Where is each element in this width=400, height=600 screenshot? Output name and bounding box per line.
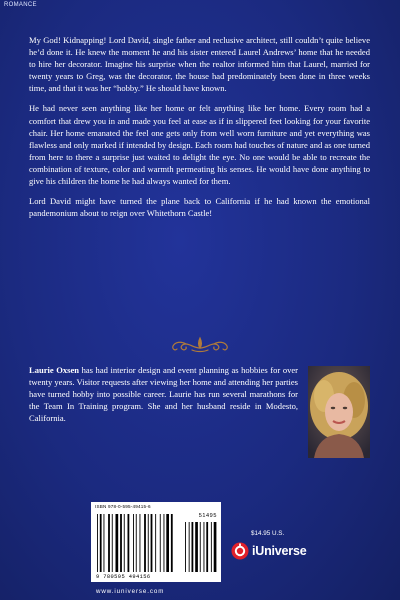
blurb-paragraph: My God! Kidnapping! Lord David, single father and reclusive architect, still couldn’t quite believe he’d done it. He knew the moment he and his sister entered Laurel Andrews’ home that he needed to hire her decorator. Imagine his surprise when the realtor informed him that Laurel, married for twenty years to Greg, was the decorator, the house had predominately been done in three weeks time, and that it was her “hobby.” He should have known. xyxy=(29,35,370,94)
author-photo xyxy=(308,366,370,458)
isbn-barcode xyxy=(91,502,221,582)
barcode-digits: 9 780595 494156 xyxy=(96,574,151,580)
iuniverse-logo-icon xyxy=(231,542,249,560)
decorative-ornament-icon xyxy=(170,336,230,354)
blurb-paragraph: Lord David might have turned the plane back to California if he had known the emotional pandemonium about to reign over Whitethorn Castle! xyxy=(29,196,370,219)
blurb-paragraph: He had never seen anything like her home or felt anything like her home. Every room had a comfort that drew you in and made you feel at ease as if in slippered feet looking for your favorite chair. Her home emanated the feel one gets only from well worn furniture and yet everything was flawless and only marked if intended by design. Each room had touches of nature and as one turned from here to there a surprise just waited to delight the eye. No one would be able to recreate the combination of texture, color and warmth permeating his senses. He would have done anything to give his children the home he had always wanted for them. xyxy=(29,103,370,187)
author-bio-text: has had interior design and event planning as hobbies for over twenty years. Visitor requests after viewing her home and attending her parties have turned hobby into possible career. Laurie has run several marathons for the Team In Training program. She and her husband reside in Modesto, California. xyxy=(29,365,299,424)
barcode-addon: 51495 xyxy=(198,513,217,519)
barcode-bars-icon xyxy=(95,510,217,574)
author-bio xyxy=(29,364,298,424)
book-blurb xyxy=(29,34,370,227)
publisher-website: www.iuniverse.com xyxy=(96,588,165,595)
author-name: Laurie Oxsen xyxy=(29,365,80,375)
publisher-name: iUniverse xyxy=(252,544,307,558)
isbn-label: ISBN 978-0-595-49415-6 xyxy=(95,504,151,509)
publisher-logo xyxy=(231,541,306,561)
genre-label: ROMANCE xyxy=(4,2,37,8)
book-price: $14.95 U.S. xyxy=(251,530,285,537)
